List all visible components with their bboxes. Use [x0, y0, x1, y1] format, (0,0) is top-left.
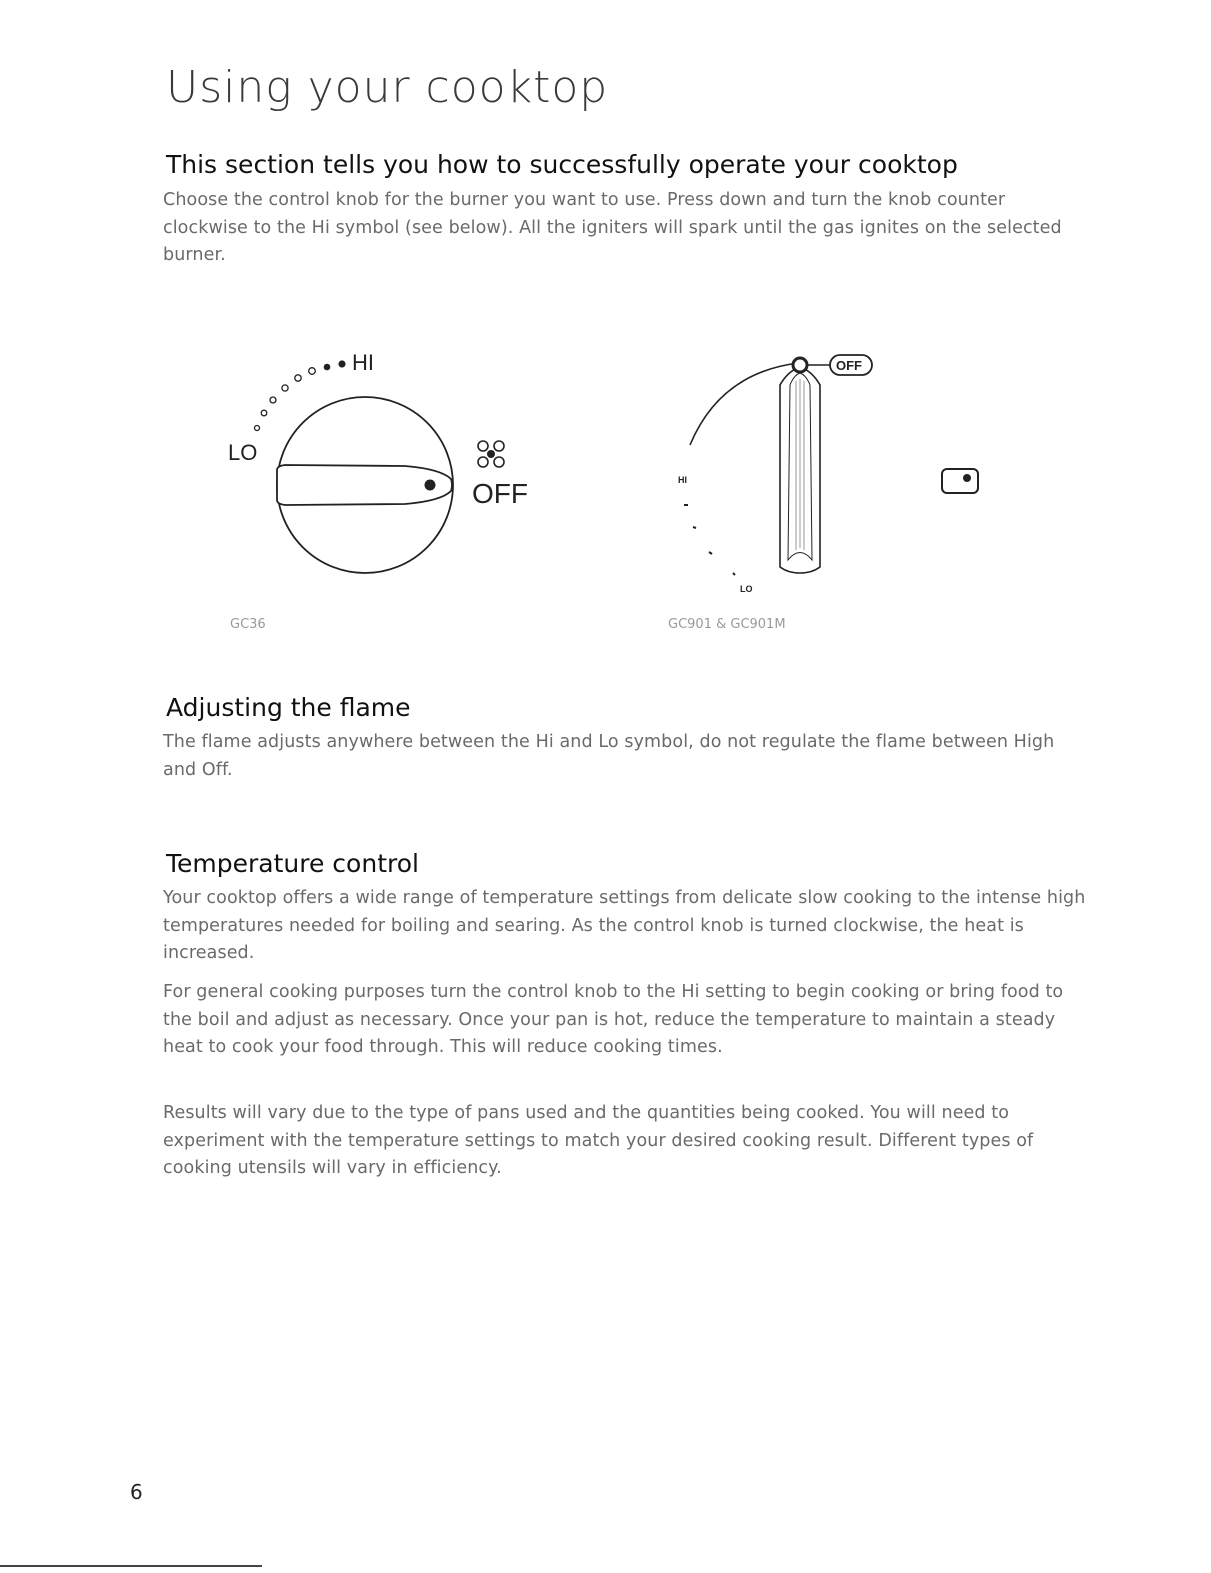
section-body-temperature-1: Your cooktop offers a wide range of temperature settings from delicate slow cooking to the intense high temperatures needed for boiling and searing. As the control knob is turned clockwise, the heat is increased.: [163, 888, 1086, 963]
setting-dot: [338, 360, 345, 367]
label-hi: HI: [352, 350, 374, 375]
setting-dot: [309, 368, 316, 375]
figure-caption-gc901: GC901 & GC901M: [668, 617, 786, 632]
knob-indicator-dot: [425, 480, 436, 491]
label-lo: LO: [740, 584, 753, 594]
setting-dot: [324, 364, 331, 371]
burner-symbol-icon: [478, 441, 504, 467]
section-heading-temperature: Temperature control: [166, 849, 419, 878]
setting-dot: [295, 375, 301, 381]
setting-dot: [261, 410, 267, 416]
setting-dot: [270, 397, 276, 403]
setting-dot: [282, 385, 288, 391]
page-title: Using your cooktop: [166, 62, 609, 113]
label-lo: LO: [228, 440, 258, 465]
section-heading-flame: Adjusting the flame: [166, 693, 411, 722]
section-body-operate: Choose the control knob for the burner you want to use. Press down and turn the knob counter clockwise to the Hi symbol (see below). All the igniters will spark until the gas ignites on the selected burner.: [163, 190, 1062, 265]
setting-dot: [255, 426, 260, 431]
knob-indicator-dot: [793, 358, 807, 372]
section-heading-operate: This section tells you how to successfully operate your cooktop: [166, 150, 958, 179]
burner-symbol-icon: [942, 469, 978, 493]
label-off: OFF: [836, 358, 862, 373]
section-body-temperature-2: For general cooking purposes turn the control knob to the Hi setting to begin cooking or bring food to the boil and adjust as necessary. Once your pan is hot, reduce the temperature to maintain a steady heat to cook your food through. This will reduce cooking times.: [163, 982, 1064, 1057]
page-number: 6: [130, 1480, 143, 1504]
knob-icon: [215, 340, 545, 590]
label-off: OFF: [472, 478, 528, 509]
knob-diagram-gc36: [215, 340, 545, 590]
knob-icon: [660, 345, 1000, 605]
setting-mark: [693, 527, 696, 528]
setting-mark: [733, 573, 735, 575]
label-hi: HI: [678, 475, 687, 485]
knob-diagram-gc901: [660, 345, 1000, 605]
figure-caption-gc36: GC36: [230, 617, 266, 632]
section-body-flame: The flame adjusts anywhere between the Hi and Lo symbol, do not regulate the flame between High and Off.: [163, 732, 1055, 780]
setting-mark: [709, 552, 712, 554]
section-body-temperature-3: Results will vary due to the type of pans used and the quantities being cooked. You will need to experiment with the temperature settings to match your desired cooking result. Different types of cooking utensils will vary in efficiency.: [163, 1103, 1034, 1178]
footer-rule: [0, 1565, 262, 1567]
